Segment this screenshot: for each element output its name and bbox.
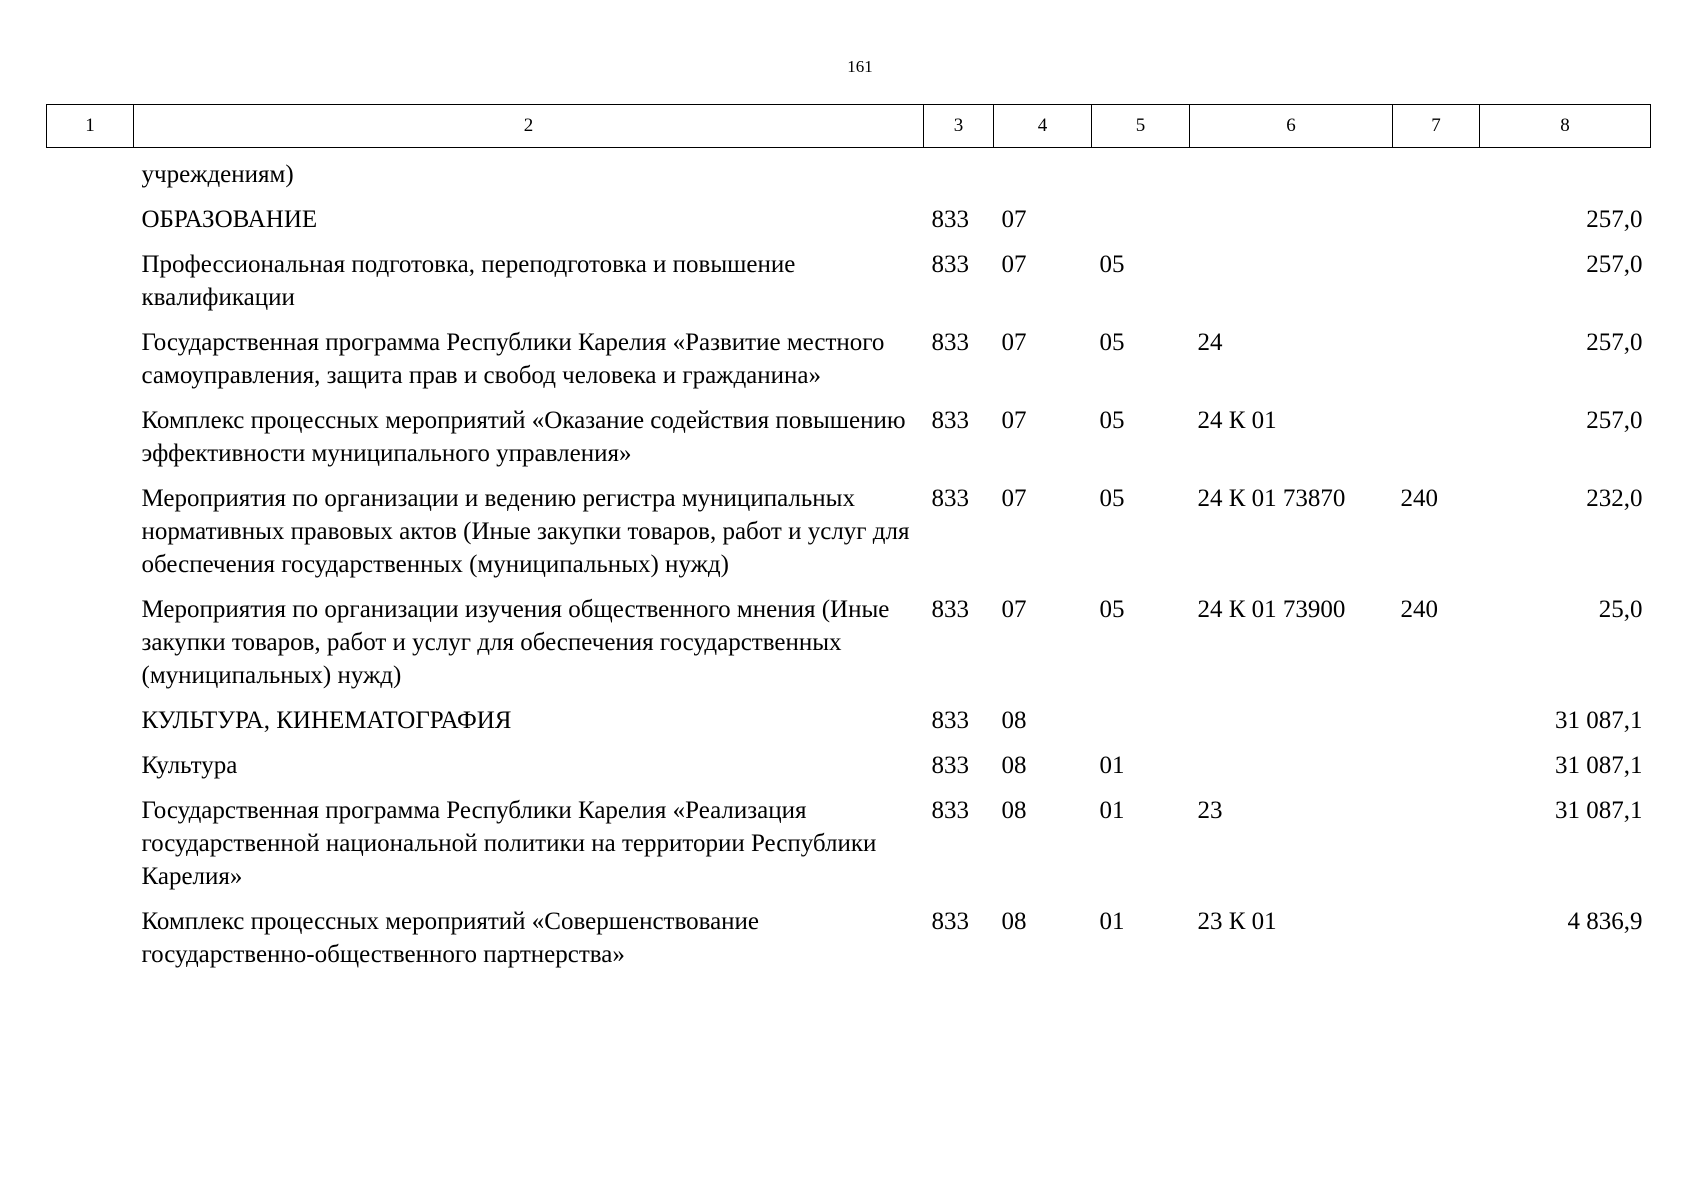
- row-name: Комплекс процессных мероприятий «Совершенствование государственно-общественного партнерства»: [141, 908, 760, 968]
- row-amount: 232,0: [1586, 485, 1643, 512]
- row-name: Мероприятия по организации изучения общественного мнения (Иные закупки товаров, работ и услуг для обеспечения государственных (муниципальных) нужд): [141, 596, 890, 689]
- row-name: Профессиональная подготовка, переподготовка и повышение квалификации: [141, 251, 796, 311]
- table-row: [47, 743, 1651, 788]
- row-name: Культура: [141, 752, 238, 779]
- row-amount: 257,0: [1586, 206, 1643, 233]
- row-code-7: [1393, 698, 1480, 743]
- row-code-7: [1393, 899, 1480, 977]
- table-row: [47, 899, 1651, 977]
- header-col-1: 1: [47, 105, 134, 148]
- row-code-5: 05: [1099, 407, 1125, 434]
- table-row: [47, 398, 1651, 476]
- row-amount: 257,0: [1586, 407, 1643, 434]
- row-code-5: [1092, 148, 1190, 198]
- row-code-6: [1190, 698, 1393, 743]
- row-code-4: 07: [1001, 407, 1027, 434]
- row-code-4: 07: [1001, 251, 1027, 278]
- row-code-3: 833: [931, 251, 969, 278]
- row-code-3: 833: [931, 752, 969, 779]
- row-code-4: 08: [1001, 908, 1027, 935]
- row-code-3: 833: [931, 797, 969, 824]
- row-code-3: 833: [931, 329, 969, 356]
- header-col-3: 3: [924, 105, 994, 148]
- table-row: [47, 476, 1651, 587]
- row-name: Государственная программа Республики Карелия «Реализация государственной национальной политики на территории Республики Карелия»: [141, 797, 877, 890]
- table-body: [47, 148, 1651, 978]
- row-code-7: [1393, 148, 1480, 198]
- row-name: Мероприятия по организации и ведению регистра муниципальных нормативных правовых актов (Иные закупки товаров, работ и услуг для обеспечения государственных (муниципальных) нужд): [141, 485, 910, 578]
- cell-col-1: [47, 587, 134, 698]
- row-code-6: 24: [1197, 329, 1223, 356]
- table-row: [47, 698, 1651, 743]
- table-row: [47, 242, 1651, 320]
- row-code-6: [1190, 148, 1393, 198]
- row-code-7: [1393, 743, 1480, 788]
- header-col-6: 6: [1190, 105, 1393, 148]
- page-number: 161: [847, 57, 873, 76]
- row-code-3: 833: [931, 485, 969, 512]
- row-code-4: 07: [1001, 485, 1027, 512]
- row-code-7: [1393, 320, 1480, 398]
- row-code-5: 05: [1099, 251, 1125, 278]
- header-col-2: 2: [134, 105, 924, 148]
- cell-col-1: [47, 320, 134, 398]
- table-row: [47, 148, 1651, 198]
- row-code-3: 833: [931, 908, 969, 935]
- row-amount: 257,0: [1586, 251, 1643, 278]
- row-code-5: 01: [1099, 797, 1125, 824]
- row-code-4: [994, 148, 1092, 198]
- row-code-3: 833: [931, 707, 969, 734]
- row-code-6: 24 К 01: [1197, 407, 1277, 434]
- row-code-4: 08: [1001, 797, 1027, 824]
- cell-col-1: [47, 698, 134, 743]
- table-row: [47, 587, 1651, 698]
- row-name: Государственная программа Республики Карелия «Развитие местного самоуправления, защита прав и свобод человека и гражданина»: [141, 329, 885, 389]
- row-code-5: 05: [1099, 485, 1125, 512]
- row-code-7: [1393, 788, 1480, 899]
- header-col-5: 5: [1092, 105, 1190, 148]
- table-header: [47, 105, 1651, 148]
- table-row: [47, 788, 1651, 899]
- cell-col-1: [47, 788, 134, 899]
- row-code-4: 07: [1001, 596, 1027, 623]
- cell-col-1: [47, 476, 134, 587]
- cell-col-1: [47, 743, 134, 788]
- row-amount: 31 087,1: [1555, 797, 1643, 824]
- row-code-5: [1092, 197, 1190, 242]
- row-code-4: 07: [1001, 329, 1027, 356]
- row-code-6: [1190, 743, 1393, 788]
- row-name: учреждениям): [141, 161, 294, 188]
- budget-table: [46, 104, 1651, 977]
- row-code-7: [1393, 197, 1480, 242]
- row-amount: 257,0: [1586, 329, 1643, 356]
- table-row: [47, 197, 1651, 242]
- header-col-7: 7: [1393, 105, 1480, 148]
- row-code-6: [1190, 197, 1393, 242]
- cell-col-1: [47, 197, 134, 242]
- row-code-3: 833: [931, 407, 969, 434]
- row-code-7: 240: [1400, 485, 1438, 512]
- row-amount: 31 087,1: [1555, 752, 1643, 779]
- cell-col-1: [47, 148, 134, 198]
- row-code-3: [924, 148, 994, 198]
- row-code-3: 833: [931, 596, 969, 623]
- row-name: Комплекс процессных мероприятий «Оказание содействия повышению эффективности муниципального управления»: [141, 407, 906, 467]
- row-amount: 31 087,1: [1555, 707, 1643, 734]
- row-code-7: [1393, 242, 1480, 320]
- row-amount: 4 836,9: [1567, 908, 1643, 935]
- cell-col-1: [47, 899, 134, 977]
- row-code-6: 23 К 01: [1197, 908, 1277, 935]
- row-code-5: 01: [1099, 908, 1125, 935]
- row-code-5: 05: [1099, 596, 1125, 623]
- header-row: [47, 105, 1651, 148]
- row-code-7: [1393, 398, 1480, 476]
- row-code-4: 08: [1001, 752, 1027, 779]
- row-code-5: 01: [1099, 752, 1125, 779]
- row-code-4: 07: [1001, 206, 1027, 233]
- row-code-6: [1190, 242, 1393, 320]
- table-row: [47, 320, 1651, 398]
- row-code-3: 833: [931, 206, 969, 233]
- row-amount: 25,0: [1598, 596, 1643, 623]
- row-code-6: 24 К 01 73900: [1197, 596, 1346, 623]
- row-code-6: 23: [1197, 797, 1223, 824]
- header-col-4: 4: [994, 105, 1092, 148]
- cell-col-1: [47, 242, 134, 320]
- row-name: ОБРАЗОВАНИЕ: [141, 206, 318, 233]
- row-code-4: 08: [1001, 707, 1027, 734]
- row-code-5: [1092, 698, 1190, 743]
- row-code-7: 240: [1400, 596, 1438, 623]
- row-name: КУЛЬТУРА, КИНЕМАТОГРАФИЯ: [141, 707, 512, 734]
- header-col-8: 8: [1480, 105, 1651, 148]
- row-code-6: 24 К 01 73870: [1197, 485, 1346, 512]
- row-code-5: 05: [1099, 329, 1125, 356]
- row-amount: [1480, 148, 1651, 198]
- cell-col-1: [47, 398, 134, 476]
